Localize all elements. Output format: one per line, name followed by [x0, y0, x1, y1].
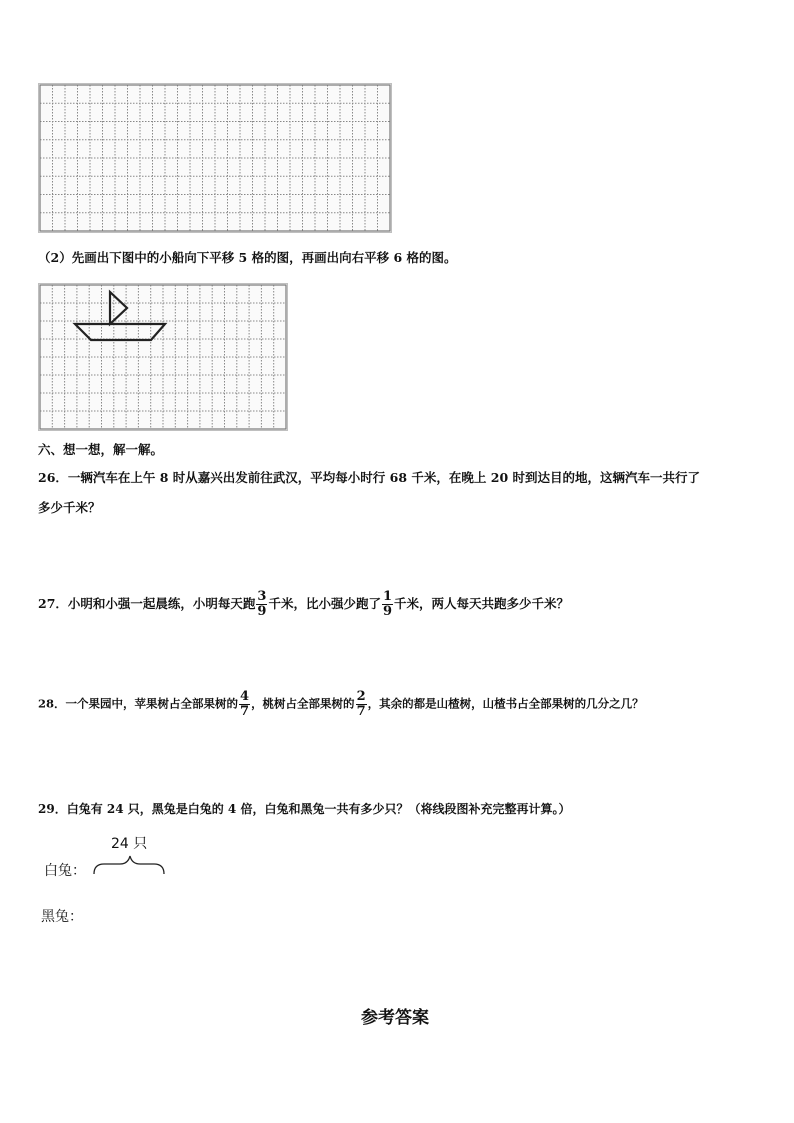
grid-1-lines — [39, 84, 391, 232]
question-26-line1: 26．一辆汽车在上午 8 时从嘉兴出发前往武汉，平均每小时行 68 千米，在晚上 20 时到达目的地，这辆汽车一共行了 — [38, 470, 700, 485]
answers-title: 参考答案 — [361, 1008, 429, 1028]
section-six-title: 六、想一想，解一解。 — [38, 442, 164, 457]
black-rabbit-label: 黑兔： — [41, 909, 83, 925]
q28-text-c: ，其余的都是山楂树，山楂书占全部果树的几分之几？ — [367, 696, 644, 711]
q27-fraction-2: $\frac{1}{9}$ — [382, 589, 393, 619]
boat-grid — [38, 283, 288, 431]
q28-text-a: 28．一个果园中，苹果树占全部果树的 — [38, 696, 239, 711]
brace-label: 24 只 — [111, 836, 148, 852]
question-28 — [38, 690, 644, 719]
boat-grid-lines — [39, 284, 287, 430]
boat-figure — [75, 292, 165, 340]
q27-text-c: 千米，两人每天共跑多少千米？ — [394, 596, 570, 611]
q28-fraction-1: $\frac{4}{7}$ — [240, 689, 250, 719]
question-29: 29．白兔有 24 只，黑兔是白兔的 4 倍，白兔和黑兔一共有多少只？（将线段图补充完整再计算。） — [38, 802, 571, 816]
question-27 — [38, 590, 569, 619]
question-26-line2: 多少千米？ — [38, 500, 101, 515]
boat-sail — [110, 292, 127, 324]
q28-text-b: ，桃树占全部果树的 — [251, 696, 355, 711]
q27-text-a: 27．小明和小强一起晨练，小明每天跑 — [38, 596, 256, 611]
q27-text-b: 千米，比小强少跑了 — [268, 596, 381, 611]
segment-brace — [90, 852, 170, 876]
boat-hull — [75, 324, 165, 340]
white-rabbit-label: 白兔： — [44, 863, 86, 879]
q28-fraction-2: $\frac{2}{7}$ — [356, 689, 366, 719]
q27-fraction-1: $\frac{3}{9}$ — [257, 589, 267, 619]
blank-grid-1 — [38, 83, 392, 233]
part2-instruction: （2）先画出下图中的小船向下平移 5 格的图，再画出向右平移 6 格的图。 — [38, 250, 457, 265]
